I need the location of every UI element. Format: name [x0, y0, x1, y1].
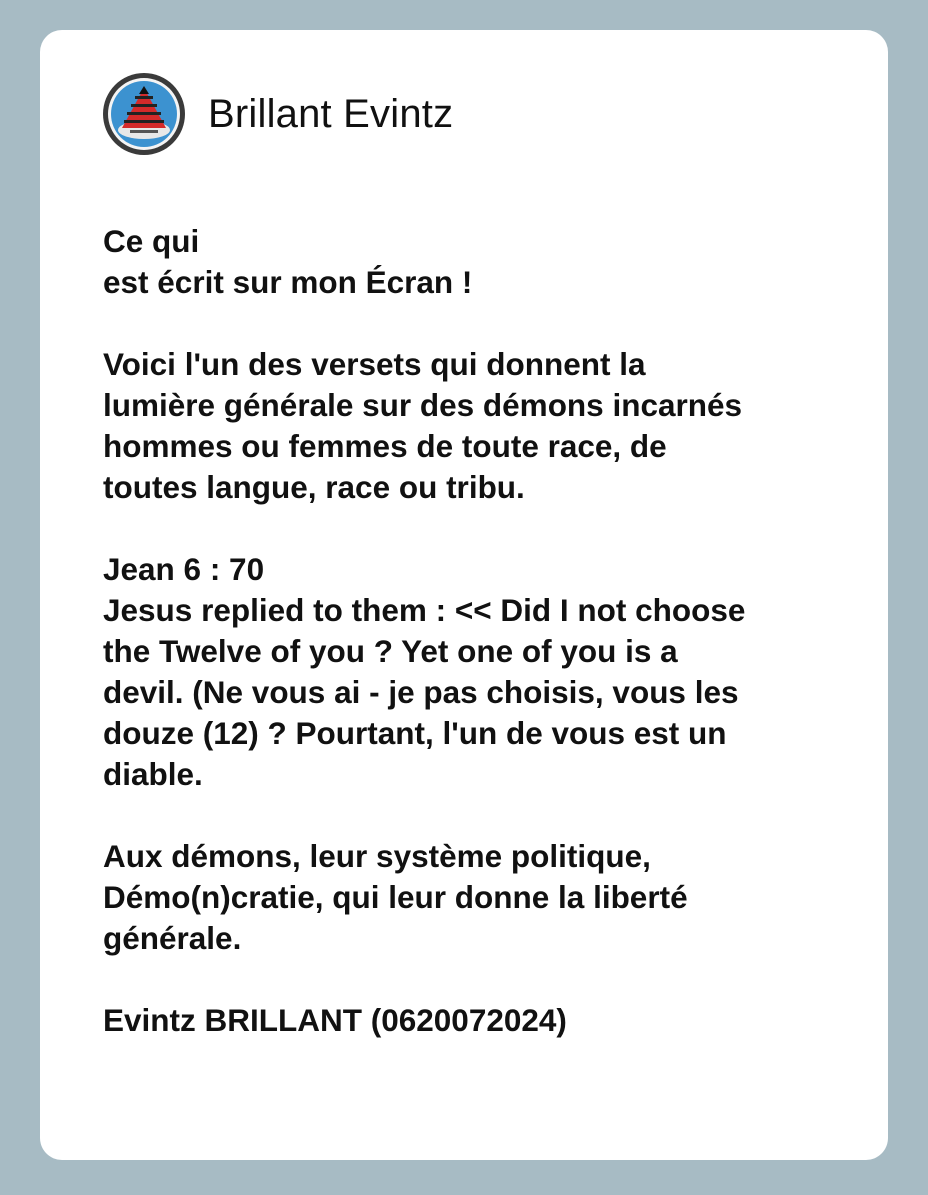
text-line: lumière générale sur des démons incarnés	[103, 387, 743, 423]
text-line: the Twelve of you ? Yet one of you is a	[103, 633, 678, 669]
paragraph-intro	[103, 221, 843, 303]
text-line: toutes langue, race ou tribu.	[103, 469, 525, 505]
paragraph-signature	[103, 1000, 843, 1041]
text-line: Voici l'un des versets qui donnent la	[103, 346, 646, 382]
avatar[interactable]	[102, 72, 186, 156]
text-line: Aux démons, leur système politique,	[103, 838, 651, 874]
post-body	[103, 221, 843, 1082]
text-line: Evintz BRILLANT (0620072024)	[103, 1002, 567, 1038]
paragraph-verses	[103, 344, 843, 508]
text-line: douze (12) ? Pourtant, l'un de vous est un	[103, 715, 727, 751]
text-line: est écrit sur mon Écran !	[103, 264, 473, 300]
text-line: générale.	[103, 920, 242, 956]
text-line: hommes ou femmes de toute race, de	[103, 428, 667, 464]
author-name[interactable]: Brillant Evintz	[208, 91, 454, 136]
paragraph-scripture	[103, 549, 843, 795]
pyramid-emblem-icon	[102, 72, 186, 156]
paragraph-politics	[103, 836, 843, 959]
text-line: Jean 6 : 70	[103, 551, 265, 587]
text-line: Ce qui	[103, 223, 200, 259]
text-line: Démo(n)cratie, qui leur donne la liberté	[103, 879, 688, 915]
text-line: devil. (Ne vous ai - je pas choisis, vous les	[103, 674, 739, 710]
post-card	[40, 30, 888, 1160]
text-line: diable.	[103, 756, 203, 792]
post-header	[102, 70, 453, 158]
text-line: Jesus replied to them : << Did I not choose	[103, 592, 746, 628]
